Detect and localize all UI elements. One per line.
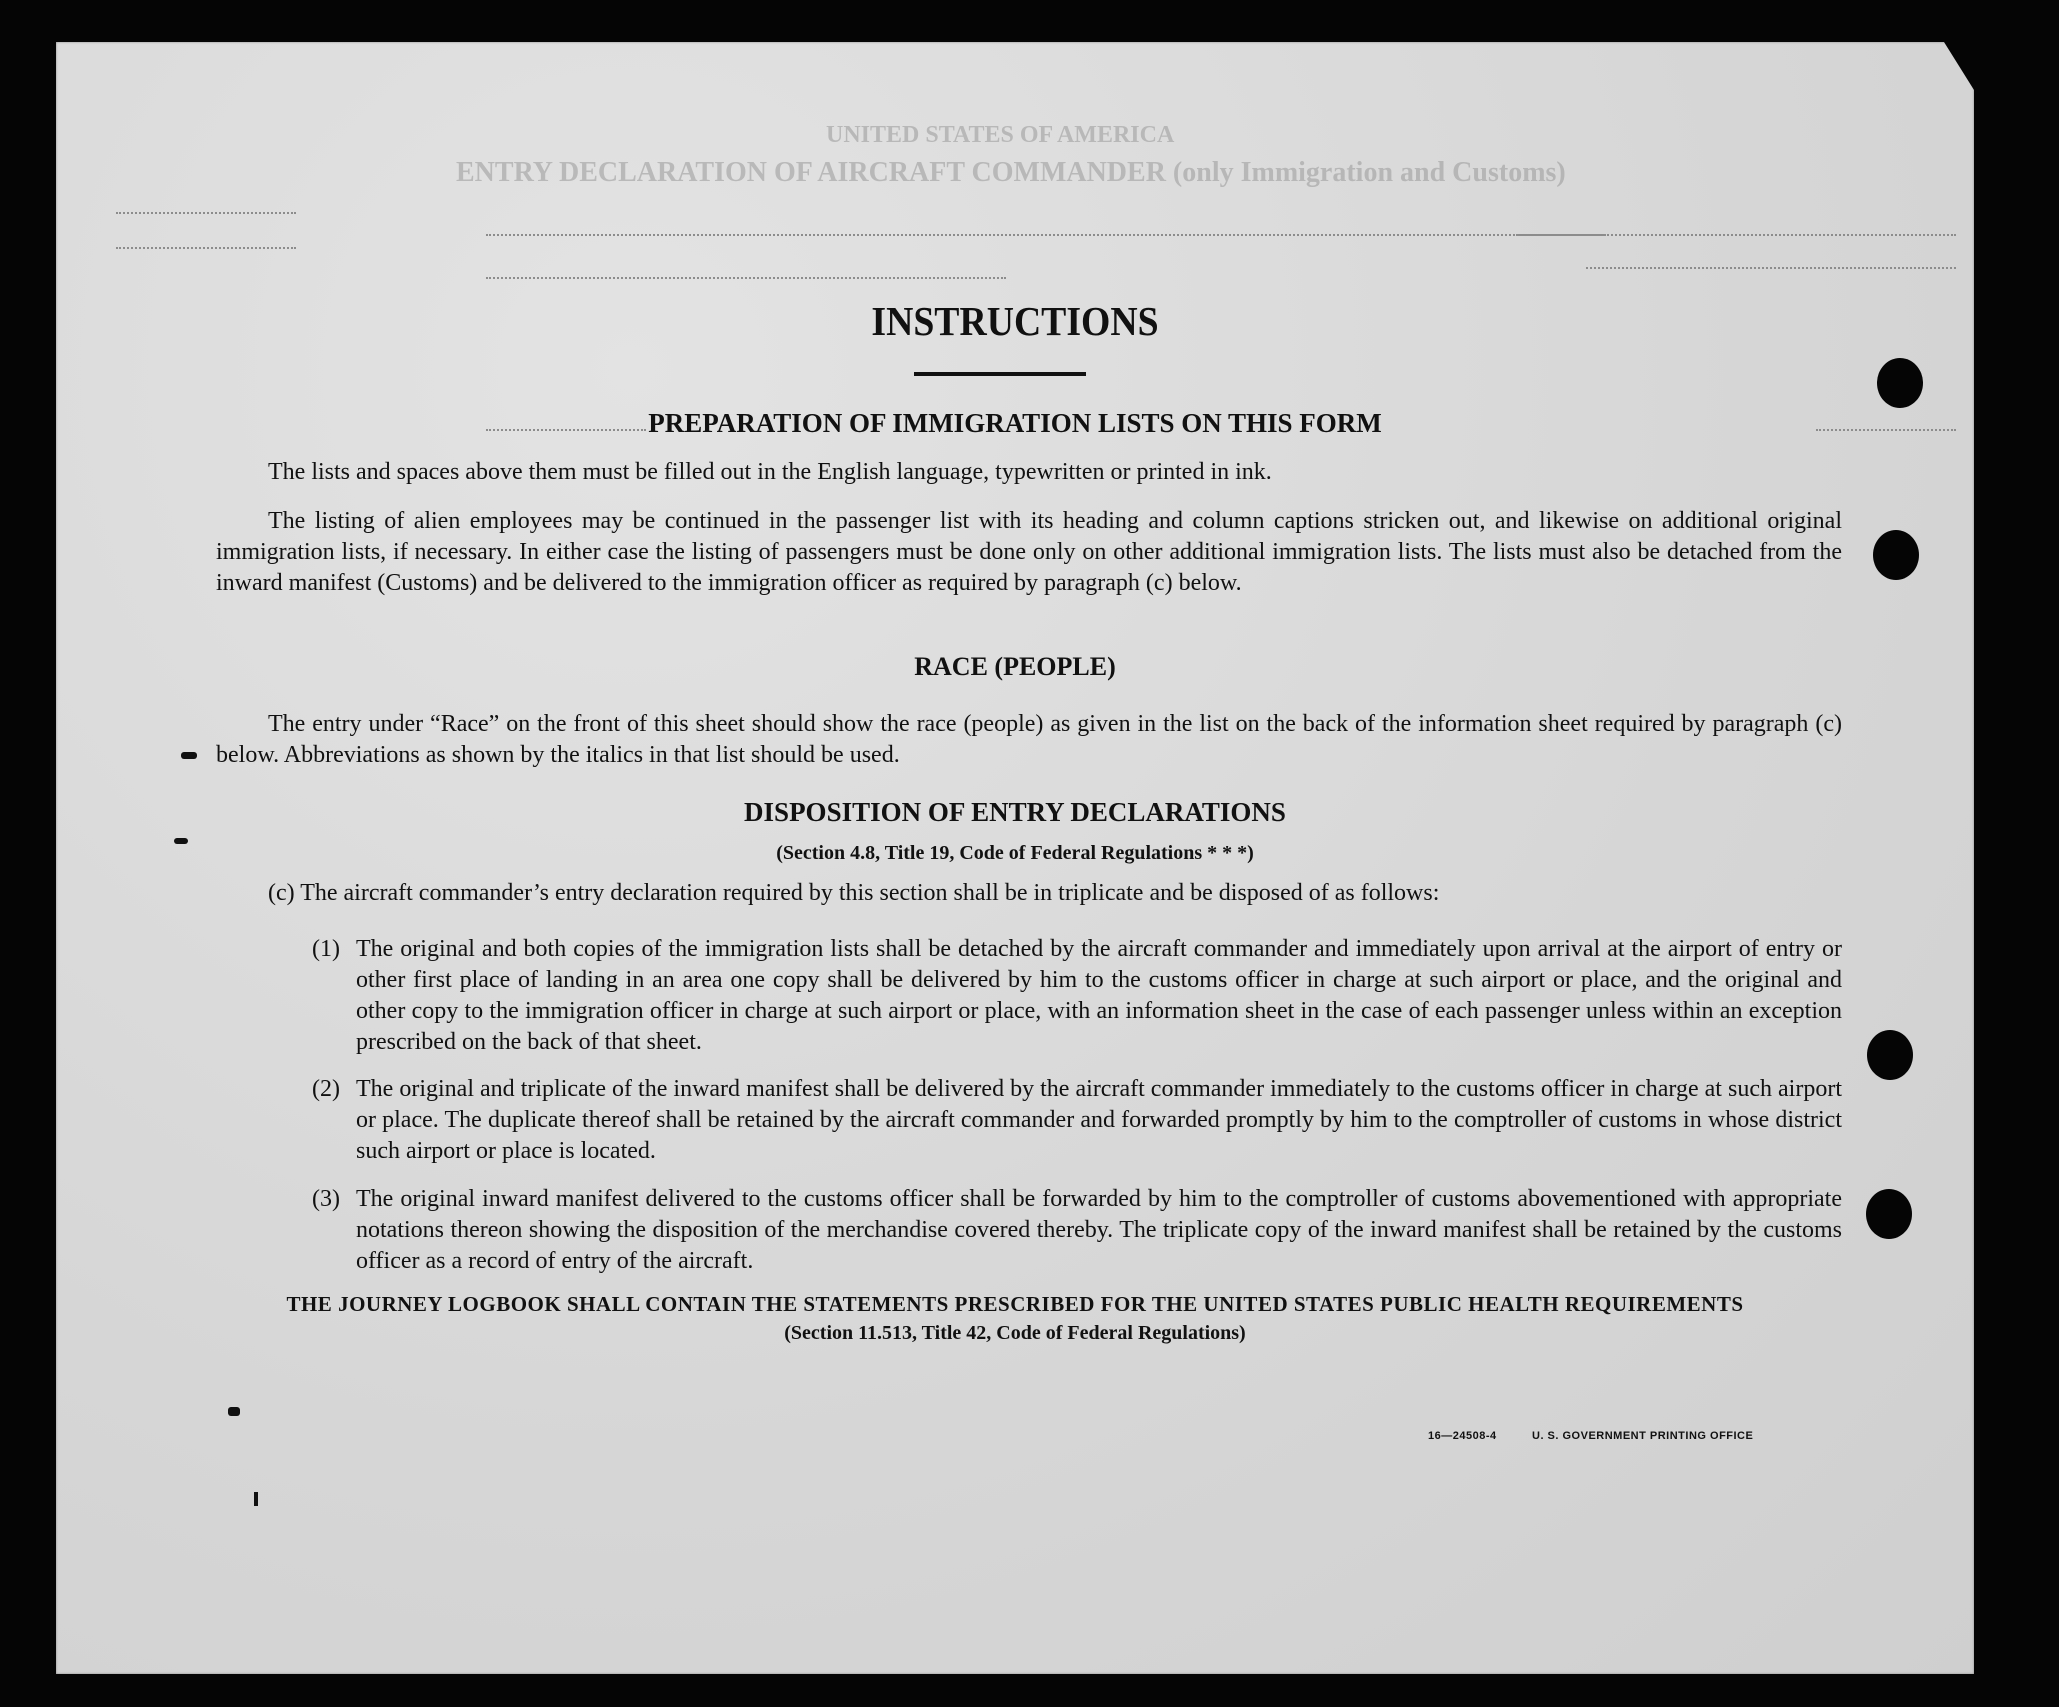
show-through-line-1: UNITED STATES OF AMERICA: [826, 122, 1175, 148]
health-statement: THE JOURNEY LOGBOOK SHALL CONTAIN THE STATEMENTS PRESCRIBED FOR THE UNITED STATES PUBLIC HEALTH REQUIREMENTS: [286, 1292, 1744, 1316]
document-sheet: [56, 42, 1974, 1674]
instructions-content: [56, 42, 1974, 1674]
item-number: (3): [312, 1186, 340, 1212]
item-text: The original and triplicate of the inward manifest shall be delivered by the aircraft commander immediately to the customs officer in charge at such airport or place. The duplicate thereof shall be retained by the aircraft commander and forwarded promptly by him to the comptroller of customs in whose district such airport or place is located.: [356, 1076, 1842, 1164]
form-number: 16—24508-4: [1428, 1430, 1497, 1442]
disposition-heading: DISPOSITION OF ENTRY DECLARATIONS: [744, 797, 1286, 827]
item-text: The original and both copies of the immigration lists shall be detached by the aircraft commander and immediately upon arrival at the airport of entry or other first place of landing in an area one copy shall be delivered by him to the customs officer in charge at such airport or place, and the original and other copy to the immigration officer in charge at such airport or place, with an information sheet in the case of each passenger unless within an exception prescribed on the back of that sheet.: [356, 936, 1842, 1055]
show-through-line-2: ENTRY DECLARATION OF AIRCRAFT COMMANDER (only Immigration and Customs): [456, 157, 1566, 188]
printer-imprint: U. S. GOVERNMENT PRINTING OFFICE: [1532, 1430, 1754, 1442]
item-number: (1): [312, 936, 340, 962]
disposition-item-2: [312, 1074, 1842, 1167]
preparation-paragraph-2: The listing of alien employees may be continued in the passenger list with its heading and column captions stricken out, and likewise on additional original immigration lists, if necessary. In either case the listing of passengers must be done only on other additional immigration lists. The lists must also be detached from the inward manifest (Customs) and be delivered to the immigration officer as required by paragraph (c) below.: [216, 508, 1842, 596]
health-citation: (Section 11.513, Title 42, Code of Federal Regulations): [784, 1322, 1246, 1344]
page-title: INSTRUCTIONS: [871, 298, 1159, 344]
disposition-citation: (Section 4.8, Title 19, Code of Federal Regulations * * *): [776, 842, 1254, 864]
preparation-paragraph-1: The lists and spaces above them must be filled out in the English language, typewritten or printed in ink.: [268, 459, 1272, 485]
disposition-item-3: [312, 1184, 1842, 1277]
item-number: (2): [312, 1076, 340, 1102]
disposition-intro: (c) The aircraft commander’s entry declaration required by this section shall be in triplicate and be disposed of as follows:: [268, 880, 1440, 906]
disposition-item-1: [312, 934, 1842, 1058]
item-text: The original inward manifest delivered to the customs officer shall be forwarded by him to the comptroller of customs abovementioned with appropriate notations thereon showing the disposition of the merchandise covered thereby. The triplicate copy of the inward manifest shall be retained by the customs officer as a record of entry of the aircraft.: [356, 1186, 1842, 1274]
race-heading: RACE (PEOPLE): [914, 652, 1116, 681]
race-paragraph: The entry under “Race” on the front of this sheet should show the race (people) as given in the list on the back of the information sheet required by paragraph (c) below. Abbreviations as shown by the italics in that list should be used.: [216, 711, 1842, 768]
title-underline: [914, 372, 1086, 376]
preparation-heading: PREPARATION OF IMMIGRATION LISTS ON THIS FORM: [648, 408, 1382, 438]
